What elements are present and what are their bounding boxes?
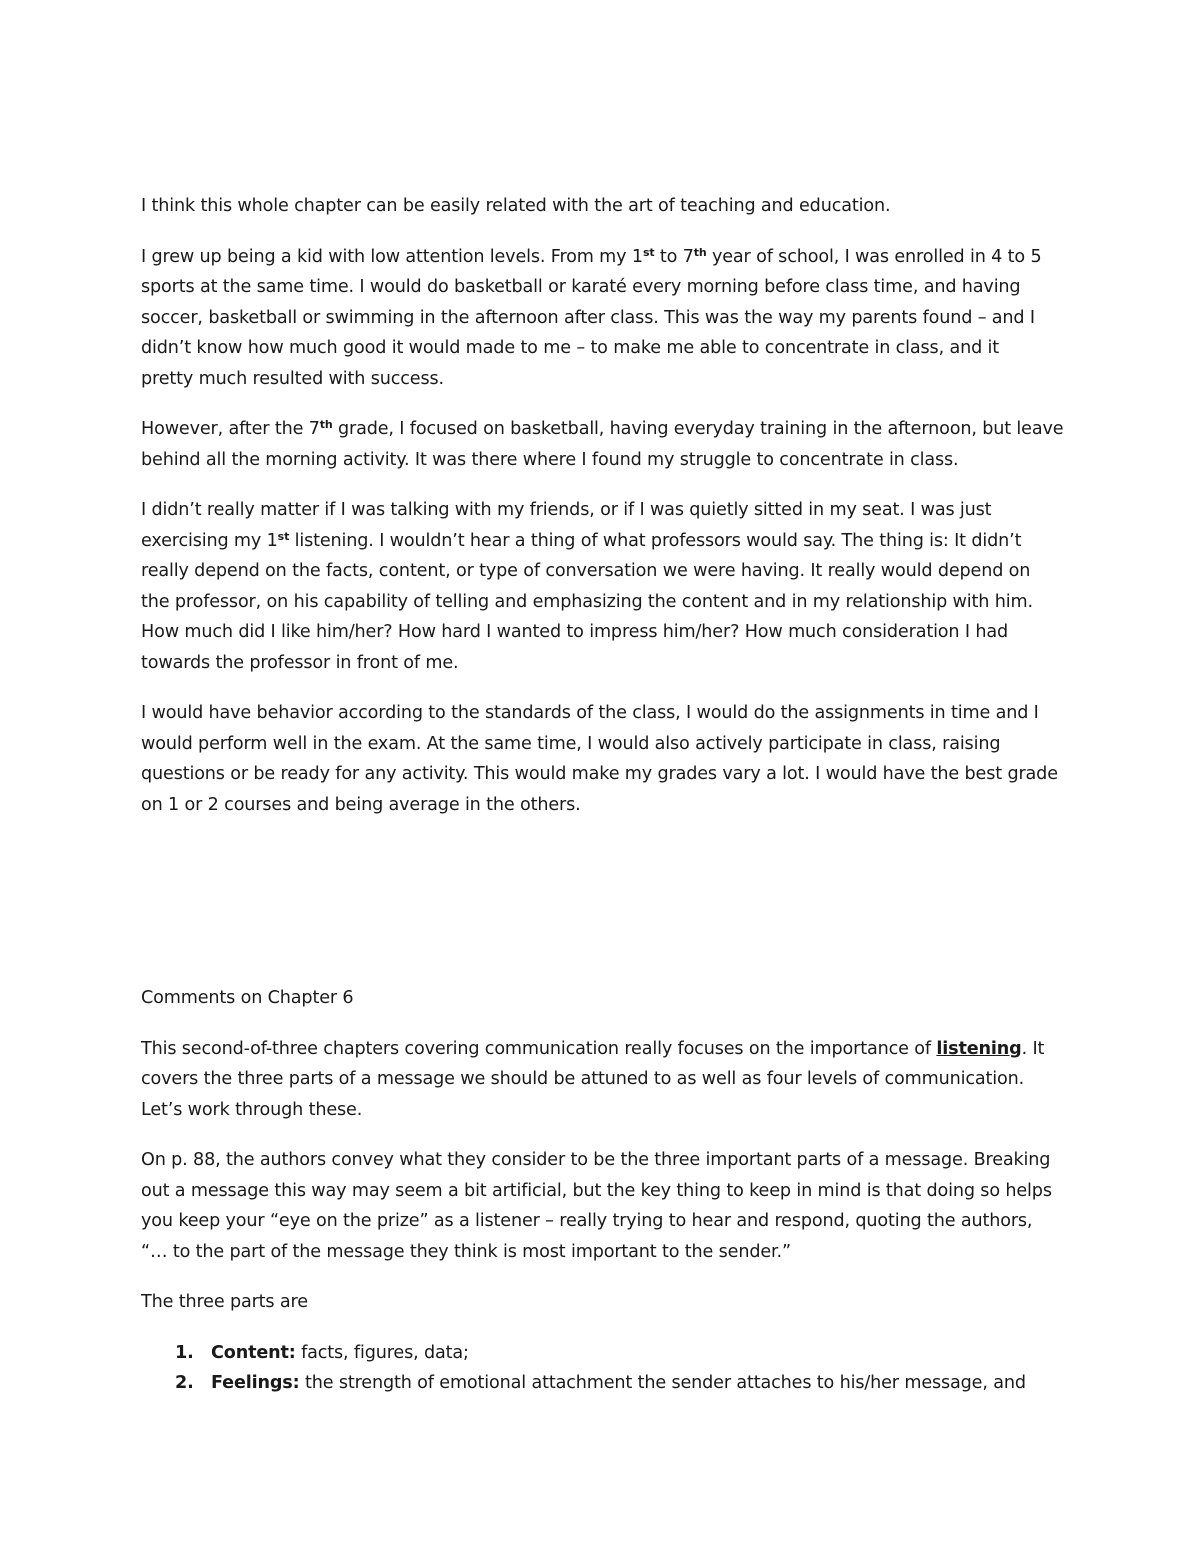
text-line: On p. 88, the authors convey what they consider to be the three important parts of a message. Breaking <box>141 1150 1051 1170</box>
text-line: out a message this way may seem a bit artificial, but the key thing to keep in mind is that doing so helps <box>141 1180 1052 1201</box>
list-item <box>141 1368 1071 1399</box>
ordinal-suffix: st <box>277 529 290 543</box>
text-line: questions or be ready for any activity. This would make my grades vary a lot. I would have the best grade <box>141 764 1058 784</box>
text-line: pretty much resulted with success. <box>141 368 444 389</box>
paragraph-message-parts <box>141 1145 1071 1267</box>
text-line: behind all the morning activity. It was there where I found my struggle to concentrate in class. <box>141 449 959 470</box>
text-run: grade, I focused on basketball, having everyday training in the afternoon, but leave <box>332 419 1064 439</box>
text-line: Let’s work through these. <box>141 1099 363 1120</box>
section-reflection <box>141 191 1071 820</box>
text-line: I didn’t really matter if I was talking with my friends, or if I was quietly sitted in my seat. I was just <box>141 500 992 520</box>
text-run: I grew up being a kid with low attention levels. From my 1 <box>141 246 643 267</box>
ordinal-suffix: st <box>642 245 655 259</box>
text-line: sports at the same time. I would do basketball or karaté every morning before class time, and having <box>141 277 1021 297</box>
text-line: you keep your “eye on the prize” as a listener – really trying to hear and respond, quoting the authors, <box>141 1211 1033 1231</box>
list-intro: The three parts are <box>141 1292 308 1312</box>
paragraph-attention-levels <box>141 242 1071 395</box>
text-line: on 1 or 2 courses and being average in the others. <box>141 794 581 815</box>
text-line: soccer, basketball or swimming in the afternoon after class. This was the way my parents found – and I <box>141 307 1035 328</box>
section-chapter-6 <box>141 983 1071 1399</box>
text-line: the professor, on his capability of telling and emphasizing the content and in my relationship with him. <box>141 591 1033 612</box>
text-run: However, after the 7 <box>141 419 320 439</box>
text-run: year of school, I was enrolled in 4 to 5 <box>706 246 1042 267</box>
text-line: covers the three parts of a message we should be attuned to as well as four levels of communication. <box>141 1069 1025 1089</box>
list-number: 1. <box>175 1342 194 1363</box>
paragraph-chapter-overview <box>141 1034 1071 1126</box>
text-line: towards the professor in front of me. <box>141 652 459 673</box>
paragraph-basketball <box>141 414 1071 475</box>
text-line: How much did I like him/her? How hard I wanted to impress him/her? How much consideration I had <box>141 622 1009 642</box>
emphasis-listening: listening <box>936 1038 1022 1059</box>
text-run: to 7 <box>654 246 694 267</box>
text-line: I would have behavior according to the standards of the class, I would do the assignments in time and I <box>141 703 1039 723</box>
ordinal-suffix: th <box>319 418 333 431</box>
text-line: “… to the part of the message they think is most important to the sender.” <box>141 1241 791 1262</box>
text-line: would perform well in the exam. At the same time, I would also actively participate in class, raising <box>141 733 1001 754</box>
message-parts-list <box>141 1338 1071 1399</box>
text-line: really depend on the facts, content, or type of conversation we were having. It really would depend on <box>141 561 1031 581</box>
list-item <box>141 1338 1071 1369</box>
paragraph-listening <box>141 495 1071 678</box>
ordinal-suffix: th <box>693 245 707 259</box>
list-text: the strength of emotional attachment the sender attaches to his/her message, and <box>299 1373 1026 1393</box>
text-run: . It <box>1021 1038 1045 1059</box>
intro-paragraph: I think this whole chapter can be easily related with the art of teaching and education. <box>141 196 891 216</box>
text-run: listening. I wouldn’t hear a thing of what professors would say. The thing is: It didn’t <box>289 530 1022 551</box>
list-text: facts, figures, data; <box>295 1342 469 1363</box>
list-term: Content: <box>211 1342 296 1363</box>
text-line: didn’t know how much good it would made to me – to make me able to concentrate in class, and it <box>141 338 1000 358</box>
list-number: 2. <box>175 1373 194 1393</box>
text-run: This second-of-three chapters covering communication really focuses on the importance of <box>141 1038 937 1059</box>
list-term: Feelings: <box>211 1373 300 1393</box>
paragraph-behavior <box>141 698 1071 820</box>
section-heading: Comments on Chapter 6 <box>141 988 354 1008</box>
text-run: exercising my 1 <box>141 530 278 551</box>
